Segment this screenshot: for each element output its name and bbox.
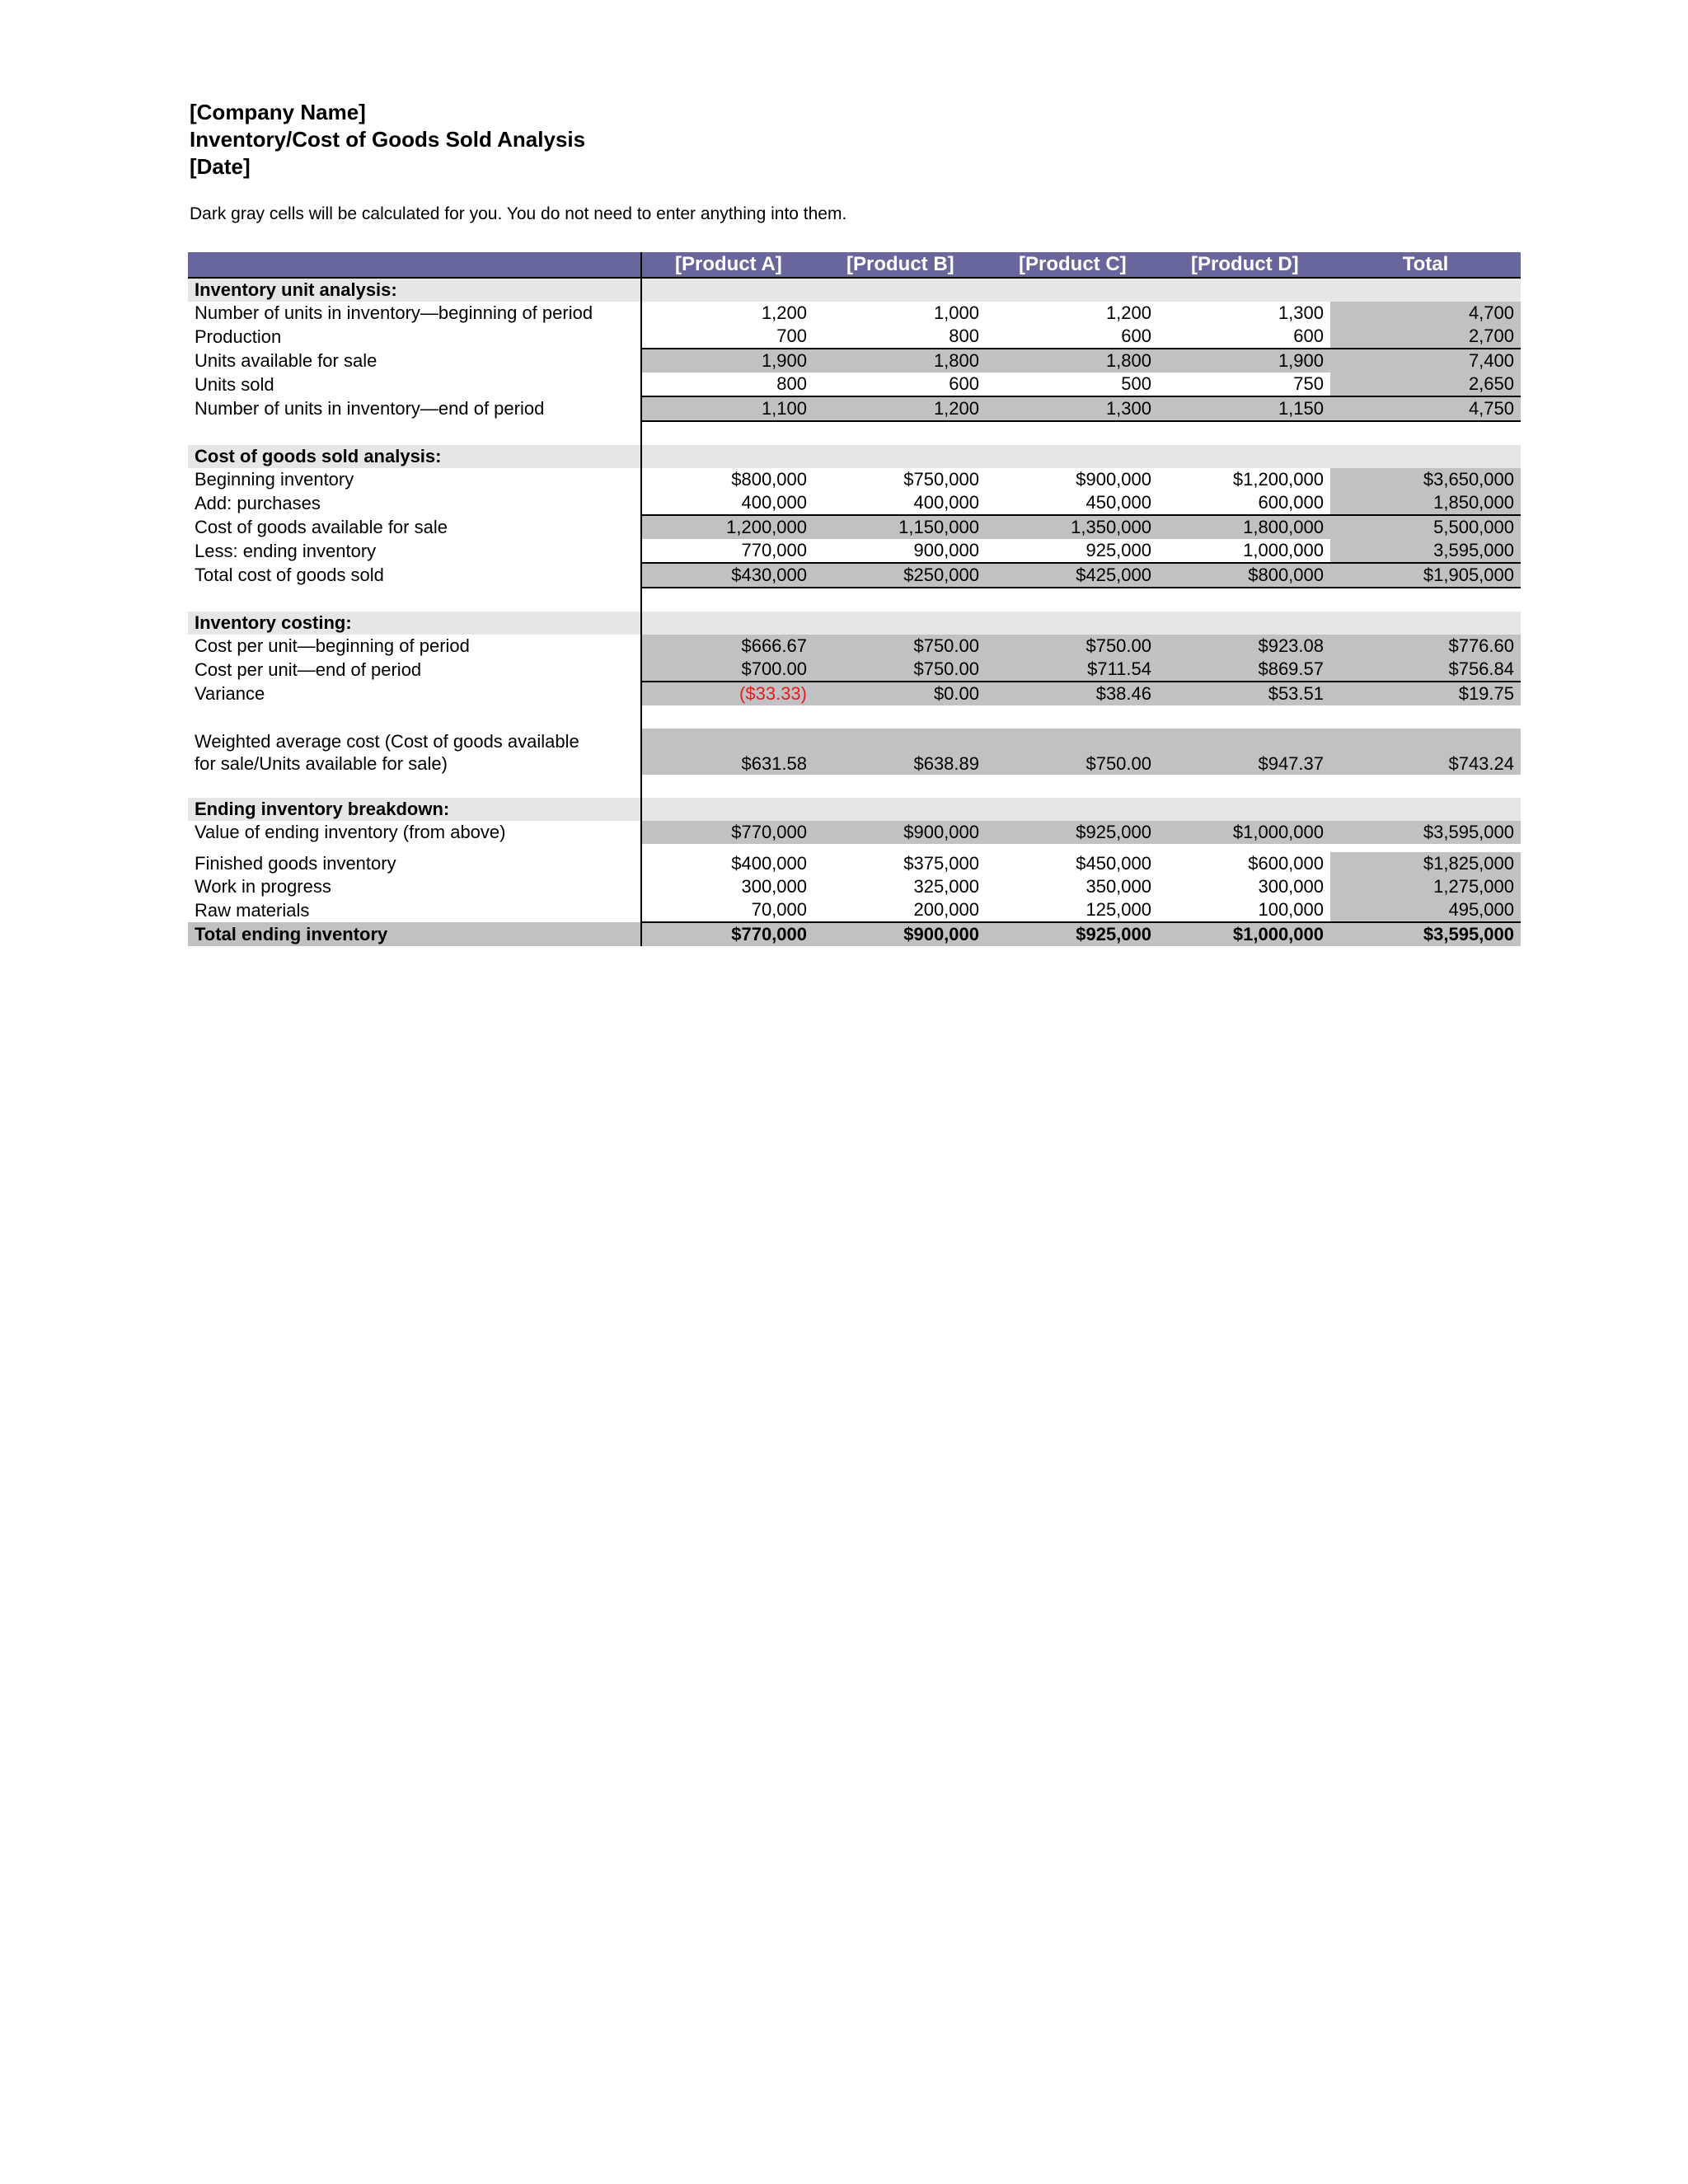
table-row-total — [188, 922, 1521, 946]
row-label: Beginning inventory — [195, 469, 354, 490]
section-title: Inventory unit analysis: — [188, 278, 641, 302]
cell-product-a: 1,100 — [641, 396, 814, 421]
row-label-line2: for sale/Units available for sale) — [195, 753, 448, 774]
row-label-line1: Weighted average cost (Cost of goods available — [195, 731, 579, 752]
table-row — [188, 875, 1521, 898]
table-row — [188, 396, 1521, 421]
cell-product-a[interactable]: 770,000 — [641, 539, 814, 563]
table-row — [188, 325, 1521, 349]
cell-product-b: 1,200 — [814, 396, 986, 421]
column-header-row — [188, 252, 1521, 278]
cell-product-d[interactable]: 300,000 — [1258, 876, 1324, 897]
section-cogs-analysis — [188, 445, 1521, 468]
cell-product-d: $1,000,000 — [1158, 821, 1330, 844]
cell-product-c[interactable]: 350,000 — [1085, 876, 1151, 897]
cell-product-d[interactable]: 600,000 — [1258, 492, 1324, 513]
cell-product-a: $700.00 — [641, 658, 814, 682]
cell-product-d[interactable]: 100,000 — [1258, 899, 1324, 920]
cell-product-d[interactable]: $1,200,000 — [1232, 469, 1324, 490]
header-product-c: [Product C] — [986, 252, 1158, 278]
table-row — [188, 349, 1521, 373]
cell-product-c: $925,000 — [986, 821, 1158, 844]
header-product-a: [Product A] — [641, 252, 814, 278]
row-label: Finished goods inventory — [195, 853, 396, 874]
cell-product-c: 1,350,000 — [986, 515, 1158, 539]
cell-product-c[interactable]: 450,000 — [1085, 492, 1151, 513]
table-row-weighted-average — [188, 729, 1521, 775]
report-date: [Date] — [190, 154, 251, 179]
cell-total: $776.60 — [1330, 635, 1521, 658]
cell-product-d: $869.57 — [1158, 658, 1330, 682]
row-label: Production — [195, 326, 282, 347]
cell-product-c[interactable]: $900,000 — [1076, 469, 1151, 490]
cell-product-c[interactable]: 925,000 — [1085, 540, 1151, 560]
cell-product-d[interactable]: 750 — [1293, 373, 1324, 394]
table-row — [188, 468, 1521, 491]
table-row — [188, 563, 1521, 588]
cell-product-b[interactable]: 800 — [949, 326, 979, 346]
cell-product-b: 1,800 — [814, 349, 986, 373]
cell-total: $19.75 — [1330, 682, 1521, 705]
table-row — [188, 491, 1521, 515]
company-name: [Company Name] — [190, 100, 366, 124]
cell-product-c[interactable]: 125,000 — [1085, 899, 1151, 920]
cell-total: $3,595,000 — [1330, 922, 1521, 946]
row-label — [188, 729, 641, 775]
cell-product-a: 1,900 — [641, 349, 814, 373]
cell-total: 495,000 — [1330, 898, 1521, 922]
cell-product-d[interactable]: 600 — [1293, 326, 1324, 346]
cell-product-b[interactable]: $375,000 — [903, 853, 979, 874]
cell-product-a: $770,000 — [641, 821, 814, 844]
cell-product-c: $925,000 — [986, 922, 1158, 946]
cell-product-a: $631.58 — [641, 729, 814, 775]
cell-product-a[interactable]: 800 — [641, 373, 814, 396]
section-title: Inventory costing: — [188, 612, 641, 635]
cell-total: $3,595,000 — [1330, 821, 1521, 844]
spacer-row — [188, 705, 1521, 729]
cell-product-b[interactable]: 325,000 — [913, 876, 979, 897]
cell-total: $1,905,000 — [1330, 563, 1521, 588]
row-label: Less: ending inventory — [195, 540, 377, 561]
row-label: Cost of goods available for sale — [195, 516, 448, 537]
instruction-note: Dark gray cells will be calculated for you. You do not need to enter anything into them. — [190, 204, 847, 223]
cell-product-c[interactable]: 1,200 — [1105, 302, 1151, 323]
row-label: Total cost of goods sold — [195, 565, 384, 585]
row-label: Units sold — [195, 373, 274, 395]
cell-product-a[interactable]: 700 — [641, 325, 814, 349]
row-label: Units available for sale — [195, 349, 377, 371]
section-unit-analysis — [188, 278, 1521, 302]
cell-product-a[interactable]: 1,200 — [641, 302, 814, 325]
table-row — [188, 515, 1521, 539]
table-row — [188, 373, 1521, 396]
cell-product-b[interactable]: 400,000 — [913, 492, 979, 513]
row-label: Add: purchases — [195, 492, 321, 513]
spacer-row — [188, 588, 1521, 612]
cell-total: 4,750 — [1330, 396, 1521, 421]
table-row — [188, 852, 1521, 875]
cell-product-a[interactable]: 300,000 — [641, 875, 814, 898]
cell-total: 3,595,000 — [1330, 539, 1521, 563]
section-title: Cost of goods sold analysis: — [188, 445, 641, 468]
cell-product-d: $800,000 — [1158, 563, 1330, 588]
spacer-row — [188, 421, 1521, 445]
cell-product-d[interactable]: 1,300 — [1278, 302, 1324, 323]
cell-product-a[interactable]: $400,000 — [641, 852, 814, 875]
spacer-row — [188, 844, 1521, 852]
cell-total: 2,700 — [1330, 325, 1521, 349]
row-label: Number of units in inventory—beginning of period — [195, 302, 593, 323]
cell-product-b: $750.00 — [814, 658, 986, 682]
cell-product-d: 1,800,000 — [1158, 515, 1330, 539]
cell-product-a[interactable]: 70,000 — [641, 898, 814, 922]
cell-product-a: $770,000 — [641, 922, 814, 946]
section-ending-breakdown — [188, 798, 1521, 821]
cell-total: $3,650,000 — [1330, 468, 1521, 491]
row-label: Value of ending inventory (from above) — [195, 822, 506, 842]
cell-total: 2,650 — [1330, 373, 1521, 396]
inventory-table — [188, 252, 1521, 946]
cell-product-a[interactable]: 400,000 — [641, 491, 814, 515]
report-title: Inventory/Cost of Goods Sold Analysis — [190, 127, 586, 152]
cell-product-b[interactable]: 900,000 — [913, 540, 979, 560]
cell-product-b[interactable]: $750,000 — [903, 469, 979, 490]
cell-product-a[interactable]: $800,000 — [641, 468, 814, 491]
cell-product-b: $900,000 — [814, 821, 986, 844]
cell-product-b: $0.00 — [814, 682, 986, 705]
cell-product-a: 1,200,000 — [641, 515, 814, 539]
cell-product-b[interactable]: 200,000 — [913, 899, 979, 920]
cell-product-c: $750.00 — [986, 635, 1158, 658]
cell-product-b: $638.89 — [814, 729, 986, 775]
report-titles — [190, 99, 585, 180]
row-label: Work in progress — [195, 876, 331, 897]
table-row — [188, 635, 1521, 658]
cell-total: $743.24 — [1330, 729, 1521, 775]
table-row — [188, 821, 1521, 844]
cell-product-a: $430,000 — [641, 563, 814, 588]
cell-product-d: $923.08 — [1158, 635, 1330, 658]
cell-product-c: $38.46 — [986, 682, 1158, 705]
cell-total: $1,825,000 — [1330, 852, 1521, 875]
cell-product-b: $750.00 — [814, 635, 986, 658]
cell-product-c: 1,300 — [986, 396, 1158, 421]
header-total: Total — [1330, 252, 1521, 278]
table-row — [188, 682, 1521, 705]
cell-product-d: 1,900 — [1158, 349, 1330, 373]
cell-product-b: $250,000 — [814, 563, 986, 588]
cell-product-a — [641, 682, 814, 705]
row-label: Raw materials — [195, 899, 310, 921]
row-label: Total ending inventory — [188, 922, 641, 946]
table-row — [188, 658, 1521, 682]
cell-total: 1,850,000 — [1330, 491, 1521, 515]
header-product-d: [Product D] — [1158, 252, 1330, 278]
table-row — [188, 302, 1521, 325]
cell-product-b[interactable]: 600 — [949, 373, 979, 394]
row-label: Variance — [195, 682, 265, 704]
cell-product-d: $53.51 — [1158, 682, 1330, 705]
cell-product-c[interactable]: 600 — [1121, 326, 1151, 346]
row-label: Cost per unit—beginning of period — [195, 635, 470, 656]
cell-product-b[interactable]: 1,000 — [933, 302, 979, 323]
cell-product-b: 1,150,000 — [814, 515, 986, 539]
section-title: Ending inventory breakdown: — [188, 798, 641, 821]
negative-value: ($33.33) — [739, 683, 807, 704]
cell-product-c: $711.54 — [986, 658, 1158, 682]
cell-total: 7,400 — [1330, 349, 1521, 373]
cell-total: 5,500,000 — [1330, 515, 1521, 539]
cell-product-b: $900,000 — [814, 922, 986, 946]
header-blank — [188, 252, 641, 278]
cell-total: $756.84 — [1330, 658, 1521, 682]
row-label: Cost per unit—end of period — [195, 658, 422, 680]
spacer-row — [188, 775, 1521, 798]
table-row — [188, 898, 1521, 922]
header-product-b: [Product B] — [814, 252, 986, 278]
cell-product-d[interactable]: $600,000 — [1248, 853, 1324, 874]
section-inventory-costing — [188, 612, 1521, 635]
row-label: Number of units in inventory—end of period — [195, 398, 545, 419]
cell-total: 4,700 — [1330, 302, 1521, 325]
cell-product-c: $750.00 — [986, 729, 1158, 775]
cell-product-c[interactable]: $450,000 — [1076, 853, 1151, 874]
cell-product-c: 1,800 — [986, 349, 1158, 373]
cell-product-c: $425,000 — [986, 563, 1158, 588]
cell-product-d[interactable]: 1,000,000 — [1243, 540, 1324, 560]
table-row — [188, 539, 1521, 563]
cell-product-a: $666.67 — [641, 635, 814, 658]
cell-product-d: $1,000,000 — [1158, 922, 1330, 946]
cell-product-c[interactable]: 500 — [1121, 373, 1151, 394]
cell-product-d: 1,150 — [1158, 396, 1330, 421]
cell-total: 1,275,000 — [1330, 875, 1521, 898]
cell-product-d: $947.37 — [1158, 729, 1330, 775]
